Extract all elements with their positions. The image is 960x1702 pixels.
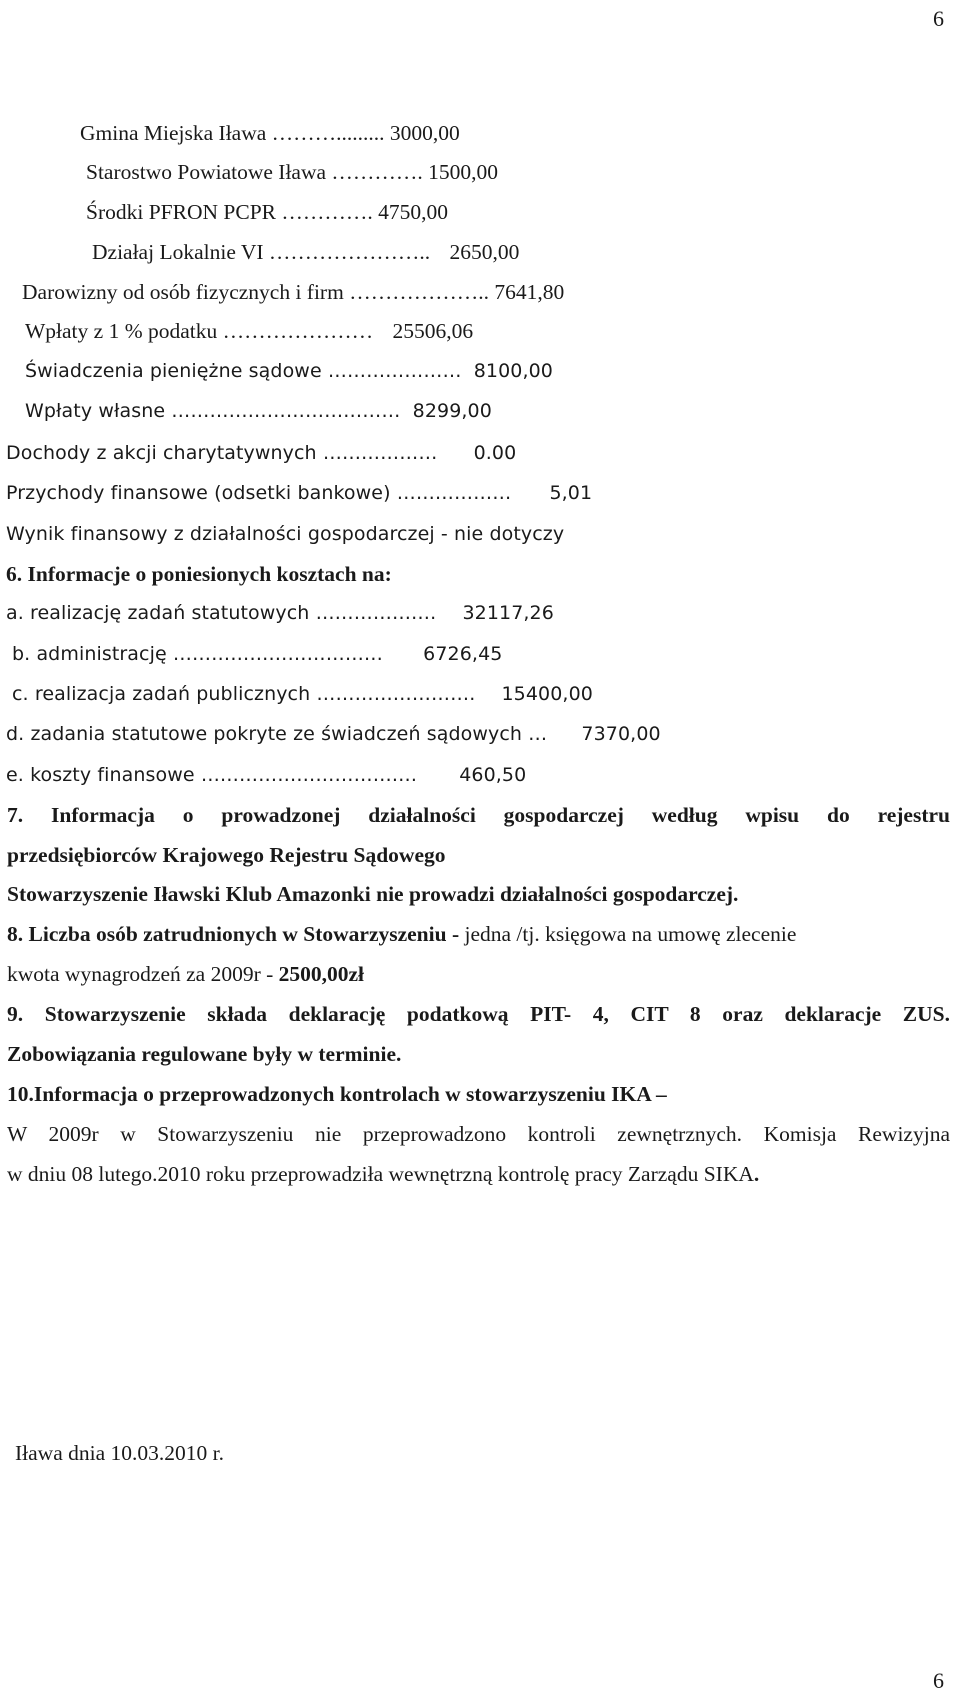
section10-line1: W 2009r w Stowarzyszeniu nie przeprowadzono kontroli zewnętrznych. Komisja Rewizyjna	[7, 1122, 950, 1146]
section7-title-line1: 7. Informacja o prowadzonej działalności gospodarczej według wpisu do rejestru	[7, 803, 950, 827]
section10-text: w dniu 08 lutego.2010 roku przeprowadziła wewnętrzną kontrolę pracy Zarządu SIKA	[7, 1162, 754, 1186]
leader-dots: ………………………………	[171, 400, 401, 422]
leader-dots: …………………	[327, 360, 462, 382]
cost-amount: 460,50	[459, 764, 527, 786]
section7-body: Stowarzyszenie Iławski Klub Amazonki nie prowadzi działalności gospodarczej.	[7, 882, 739, 906]
leader-dots: …………………..	[268, 240, 431, 264]
income-label: Dochody z akcji charytatywnych	[6, 442, 317, 464]
section9-line2: Zobowiązania regulowane były w terminie.	[7, 1042, 402, 1066]
cost-label: c. realizacja zadań publicznych	[12, 683, 311, 705]
page-number-bottom: 6	[933, 1668, 944, 1693]
cost-label: e. koszty finansowe	[6, 764, 195, 786]
income-label: Darowizny od osób fizycznych i firm	[22, 280, 344, 304]
cost-label: a. realizację zadań statutowych	[6, 602, 310, 624]
income-row	[25, 398, 492, 424]
section10-title: 10.Informacja o przeprowadzonych kontrolach w stowarzyszeniu IKA –	[7, 1082, 667, 1106]
cost-label: d. zadania statutowe pokryte ze świadczeń sądowych	[6, 723, 523, 745]
income-label: Gmina Miejska Iława	[80, 121, 267, 145]
income-amount: 3000,00	[389, 121, 460, 145]
income-row	[92, 239, 519, 265]
income-label: Środki PFRON PCPR	[86, 200, 276, 224]
income-amount: 5,01	[549, 482, 593, 504]
cost-row	[12, 641, 502, 667]
income-amount: 4750,00	[378, 200, 448, 224]
income-label: Przychody finansowe (odsetki bankowe)	[6, 482, 391, 504]
income-row	[6, 440, 516, 466]
income-row	[80, 120, 460, 146]
income-label: Wpłaty z 1 % podatku	[25, 319, 218, 343]
income-amount: 8299,00	[412, 400, 492, 422]
leader-dots: ………………	[322, 442, 438, 464]
leader-dots: ……….........	[271, 121, 385, 145]
income-row	[25, 318, 473, 344]
cost-amount: 7370,00	[581, 723, 661, 745]
cost-row	[12, 681, 593, 707]
income-row	[25, 358, 553, 384]
page-number-top: 6	[933, 6, 944, 31]
section8-normal: jedna /tj. księgowa na umowę zlecenie	[459, 922, 797, 946]
cost-amount: 6726,45	[423, 643, 503, 665]
salary-label: kwota wynagrodzeń za 2009r -	[7, 962, 279, 986]
income-row	[86, 199, 448, 225]
section6-title: 6. Informacje o poniesionych kosztach na:	[6, 562, 392, 586]
leader-dots: …………………	[222, 319, 374, 343]
income-row	[6, 480, 592, 506]
income-label: Działaj Lokalnie VI	[92, 240, 264, 264]
place-date: Iława dnia 10.03.2010 r.	[15, 1441, 224, 1465]
leader-dots: ………….	[331, 160, 423, 184]
section9-line1: 9. Stowarzyszenie składa deklarację podatkową PIT- 4, CIT 8 oraz deklaracje ZUS.	[7, 1002, 950, 1026]
cost-amount: 15400,00	[501, 683, 593, 705]
section7-title-line2: przedsiębiorców Krajowego Rejestru Sądowego	[7, 843, 446, 867]
leader-dots: …………………………….	[200, 764, 418, 786]
leader-dots: …	[528, 723, 548, 745]
leader-dots: ……………….	[315, 602, 437, 624]
income-amount: 1500,00	[428, 160, 499, 184]
income-amount: 7641,80	[494, 280, 565, 304]
cost-row	[6, 600, 554, 626]
salary-amount: 2500,00zł	[278, 962, 365, 986]
section8-bold: 8. Liczba osób zatrudnionych w Stowarzyszeniu -	[7, 922, 460, 946]
leader-dots: …………………….	[316, 683, 476, 705]
business-result-line: Wynik finansowy z działalności gospodarczej - nie dotyczy	[6, 523, 565, 545]
income-label: Starostwo Powiatowe Iława	[86, 160, 327, 184]
leader-dots: ………………	[396, 482, 512, 504]
cost-amount: 32117,26	[462, 602, 554, 624]
section10-line2	[7, 1161, 759, 1187]
income-row	[86, 159, 498, 185]
income-amount: 0.00	[473, 442, 517, 464]
cost-row	[6, 721, 661, 747]
leader-dots: ………………..	[349, 280, 489, 304]
leader-dots: ………….	[281, 200, 379, 224]
leader-dots: ……………………………	[172, 643, 384, 665]
section10-period: .	[753, 1162, 760, 1186]
income-amount: 8100,00	[473, 360, 553, 382]
section8-line1	[7, 921, 796, 947]
income-label: Wpłaty własne	[25, 400, 166, 422]
section8-line2	[7, 961, 364, 987]
income-amount: 25506,06	[392, 319, 474, 343]
cost-row	[6, 762, 526, 788]
income-amount: 2650,00	[449, 240, 520, 264]
income-label: Świadczenia pieniężne sądowe	[25, 360, 322, 382]
income-row	[22, 279, 564, 305]
cost-label: b. administrację	[12, 643, 167, 665]
